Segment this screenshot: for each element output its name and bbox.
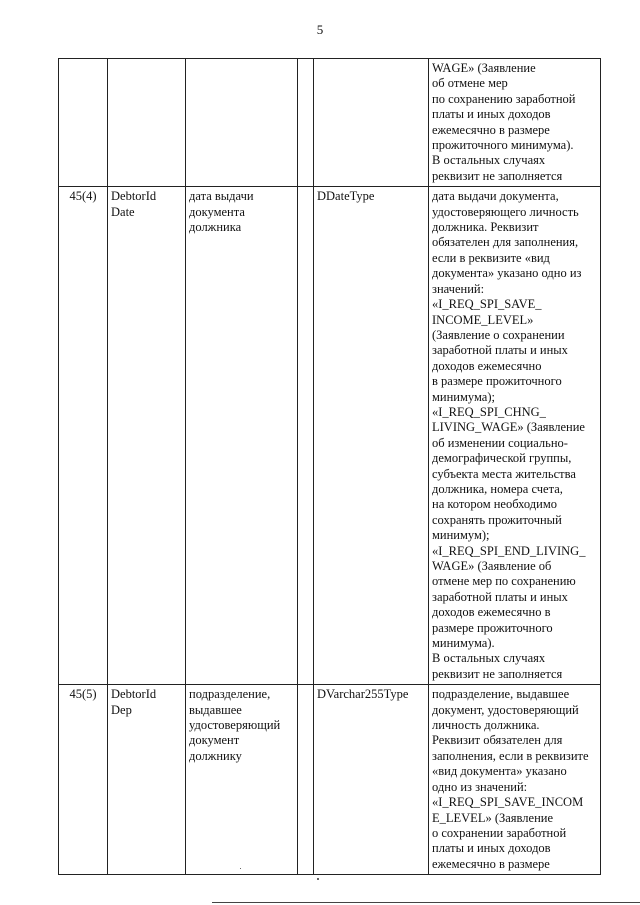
scan-artifact-line xyxy=(212,902,640,903)
empty-cell xyxy=(298,59,314,187)
row-number-cell: 45(4) xyxy=(59,187,108,685)
scan-speck xyxy=(240,868,241,869)
data-type-cell xyxy=(314,59,429,187)
attributes-table xyxy=(58,58,601,875)
row-number-cell xyxy=(59,59,108,187)
empty-cell xyxy=(298,187,314,685)
attribute-code-cell: DebtorId Dep xyxy=(108,685,186,875)
attribute-code-cell xyxy=(108,59,186,187)
attribute-code-cell: DebtorId Date xyxy=(108,187,186,685)
attribute-name-cell: подразделение, выдавшее удостоверяющий документ должнику xyxy=(186,685,298,875)
empty-cell xyxy=(298,685,314,875)
scan-speck xyxy=(317,878,319,880)
table-row xyxy=(59,685,601,875)
data-type-cell: DVarchar255Type xyxy=(314,685,429,875)
description-cell: подразделение, выдавшее документ, удостоверяющий личность должника. Реквизит обязателен для заполнения, если в реквизите «вид документа» указано одно из значений: «I_REQ_SPI_SAVE_INCOM E_LEVEL» (Заявление о сохранении заработной платы и иных доходов ежемесячно в размере xyxy=(429,685,601,875)
table-row xyxy=(59,59,601,187)
page-number: 5 xyxy=(316,22,324,37)
description-cell: дата выдачи документа, удостоверяющего личность должника. Реквизит обязателен для заполнения, если в реквизите «вид документа» указано одно из значений: «I_REQ_SPI_SAVE_ INCOME_LEVEL» (Заявление о сохранении заработной платы и иных доходов ежемесячно в размере прожиточного минимума); «I_REQ_SPI_CHNG_ LIVING_WAGE» (Заявление об изменении социально- демографической группы, субъекта места жительства должника, номера счета, на котором необходимо сохранять прожиточный минимум); «I_REQ_SPI_END_LIVING_ WAGE» (Заявление об отмене мер по сохранению заработной платы и иных доходов ежемесячно в размере прожиточного минимума). В остальных случаях реквизит не заполняется xyxy=(429,187,601,685)
attribute-name-cell: дата выдачи документа должника xyxy=(186,187,298,685)
row-number-cell: 45(5) xyxy=(59,685,108,875)
table-row xyxy=(59,187,601,685)
description-cell: WAGE» (Заявление об отмене мер по сохранению заработной платы и иных доходов ежемесячно в размере прожиточного минимума). В остальных случаях реквизит не заполняется xyxy=(429,59,601,187)
data-type-cell: DDateType xyxy=(314,187,429,685)
attribute-name-cell xyxy=(186,59,298,187)
